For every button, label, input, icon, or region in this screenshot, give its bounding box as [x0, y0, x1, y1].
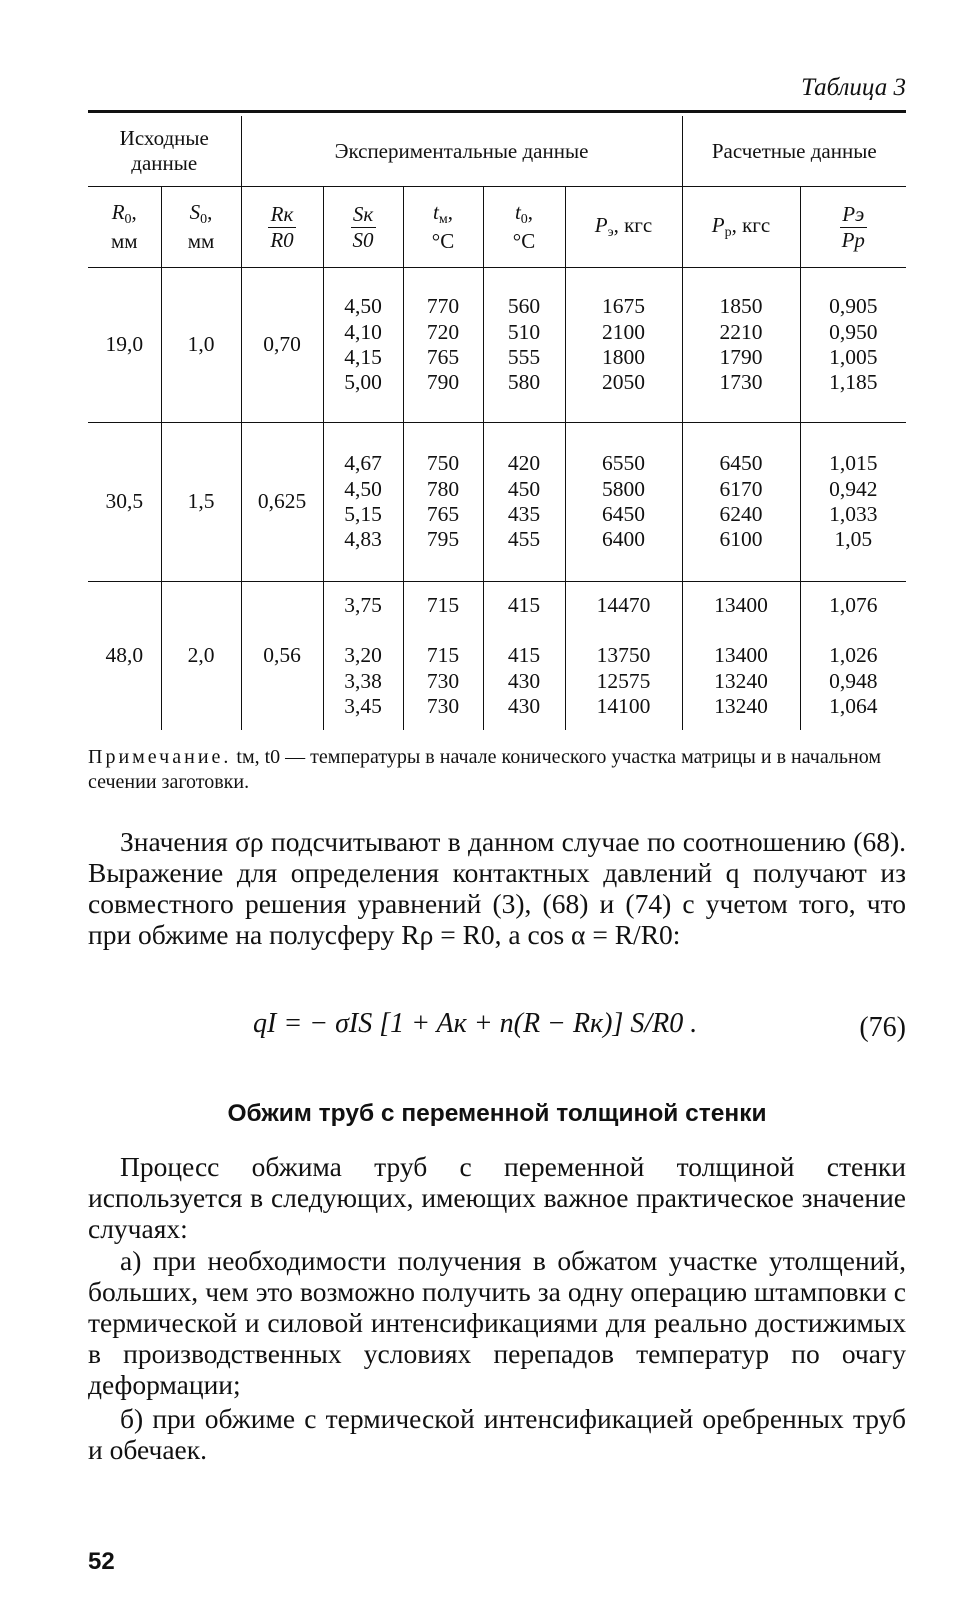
- cell-r0: 19,0: [88, 268, 161, 423]
- cell-s0: 2,0: [161, 582, 241, 731]
- cell-ratio: 0,905 0,950 1,005 1,185: [800, 268, 906, 423]
- cell-ratio: 1,076 1,026 0,948 1,064: [800, 582, 906, 731]
- cell-pe: 1675 2100 1800 2050: [565, 268, 682, 423]
- cell-pe: 6550 5800 6450 6400: [565, 423, 682, 582]
- cell-tm: 770 720 765 790: [403, 268, 483, 423]
- col-rk-r0-header: $\frac{Rк}{R0}$: [241, 187, 323, 268]
- group-header-row: [88, 116, 906, 187]
- cell-tm: 715 715 730 730: [403, 582, 483, 731]
- cell-pe: 14470 13750 12575 14100: [565, 582, 682, 731]
- note-lead: Примечание.: [88, 746, 232, 768]
- cell-r0: 48,0: [105, 643, 144, 668]
- page-number: 52: [88, 1548, 115, 1575]
- cell-rk-r0: 0,56: [241, 582, 323, 731]
- section-title: Обжим труб с переменной толщиной стенки: [227, 1100, 767, 1127]
- col-r0-header: $R_0$, мм: [88, 187, 161, 268]
- cell-sk-s0: 3,75 3,20 3,38 3,45: [323, 582, 403, 731]
- cell-ratio: 1,015 0,942 1,033 1,05: [800, 423, 906, 582]
- formula-76: [88, 1000, 906, 1064]
- cell-s0: 1,0: [161, 268, 241, 423]
- cell-sk-s0: 4,50 4,10 4,15 5,00: [323, 268, 403, 423]
- table-top-rule: [88, 110, 906, 113]
- cell-t0: 560 510 555 580: [483, 268, 565, 423]
- col-tm-header: $t_м$, °С: [403, 187, 483, 268]
- group-input-header: Исходные данные: [88, 116, 241, 187]
- col-ratio-header: $\frac{Pэ}{Pр}$: [800, 187, 906, 268]
- table-row: [88, 582, 906, 731]
- paragraph-intro: Процесс обжима труб с переменной толщиной стенки используется в следующих, имеющих важное практическое значение случаях:: [88, 1151, 906, 1244]
- table-note: [88, 745, 906, 795]
- table-row: [88, 268, 906, 423]
- note-text: tм, t0 — температуры в начале конического участка матрицы и в начальном сечении заготовки.: [88, 746, 881, 793]
- formula-number: (76): [859, 1012, 906, 1043]
- cell-rk-r0: 0,625: [241, 423, 323, 582]
- paragraph-case-a: а) при необходимости получения в обжатом участке утолщений, больших, чем это возможно получить за одну операцию штамповки с термической и силовой интенсификациями для реально достижимых в производственных условиях перепадов температур по очагу деформации;: [88, 1245, 906, 1400]
- cell-t0: 415 415 430 430: [483, 582, 565, 731]
- group-calculated-header: Расчетные данные: [682, 116, 906, 187]
- cell-rk-r0: 0,70: [241, 268, 323, 423]
- col-s0-header: $S_0$, мм: [161, 187, 241, 268]
- cell-pp: 6450 6170 6240 6100: [682, 423, 800, 582]
- cell-s0: 1,5: [161, 423, 241, 582]
- table-row: [88, 423, 906, 582]
- col-t0-header: $t_0$, °С: [483, 187, 565, 268]
- paragraph-case-b: б) при обжиме с термической интенсификацией оребренных труб и обечаек.: [88, 1403, 906, 1465]
- formula-expression: qI = − σIS [1 + Aк + n(R − Rк)] S/R0 .: [253, 1008, 698, 1039]
- paragraph-contact-pressure: Значения σρ подсчитывают в данном случае по соотношению (68). Выражение для определения контактных давлений q получают из совместного решения уравнений (3), (68) и (74) с учетом того, что при обжиме на полусферу Rρ = R0, а cos α = R/R0:: [88, 826, 906, 950]
- cell-r0: 30,5: [88, 423, 161, 582]
- column-header-row: [88, 187, 906, 268]
- cell-sk-s0: 4,67 4,50 5,15 4,83: [323, 423, 403, 582]
- cell-pp: 1850 2210 1790 1730: [682, 268, 800, 423]
- col-pe-header: $P_э$, кгс: [565, 187, 682, 268]
- data-table: [88, 116, 906, 730]
- table-caption: Таблица 3: [801, 74, 906, 101]
- col-sk-s0-header: $\frac{Sк}{S0}$: [323, 187, 403, 268]
- cell-tm: 750 780 765 795: [403, 423, 483, 582]
- cell-t0: 420 450 435 455: [483, 423, 565, 582]
- cell-pp: 13400 13400 13240 13240: [682, 582, 800, 731]
- group-experimental-header: Экспериментальные данные: [241, 116, 682, 187]
- col-pp-header: $P_р$, кгс: [682, 187, 800, 268]
